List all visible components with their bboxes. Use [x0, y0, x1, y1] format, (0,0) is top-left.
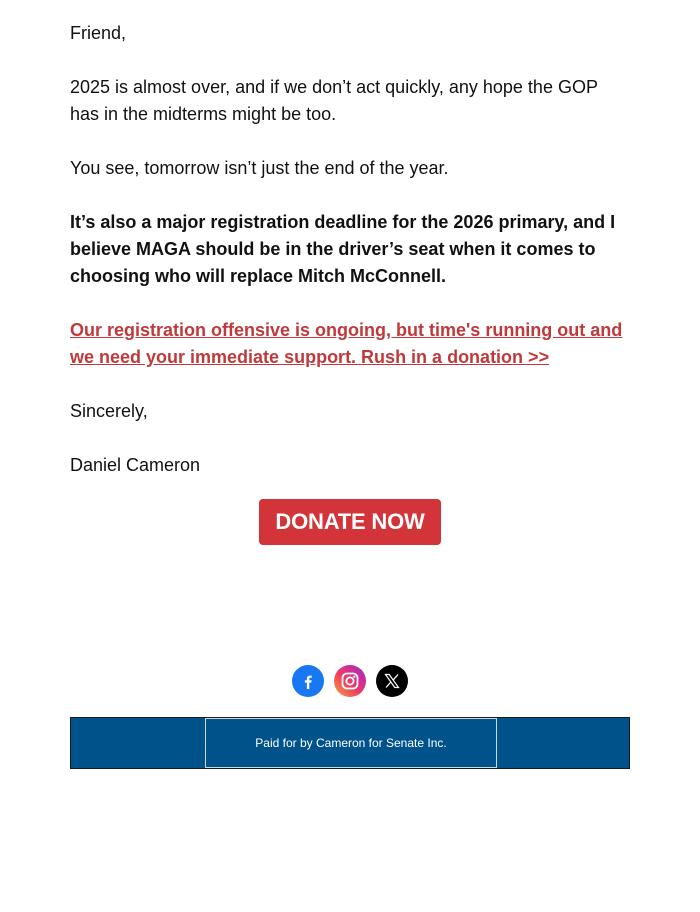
facebook-icon[interactable] — [292, 665, 324, 697]
closing: Sincerely, — [70, 401, 148, 421]
donate-now-button[interactable]: DONATE NOW — [259, 499, 441, 545]
body-paragraph: 2025 is almost over, and if we don’t act quickly, any hope the GOP has in the midterms might be too. — [70, 77, 598, 124]
x-icon[interactable] — [376, 665, 408, 697]
social-links — [0, 665, 700, 697]
email-body — [70, 20, 630, 506]
paid-for-disclaimer: Paid for by Cameron for Senate Inc. — [205, 718, 497, 768]
instagram-icon[interactable] — [334, 665, 366, 697]
body-paragraph: You see, tomorrow isn’t just the end of the year. — [70, 158, 449, 178]
donate-section — [0, 499, 700, 545]
signature: Daniel Cameron — [70, 455, 201, 475]
donation-link[interactable]: Our registration offensive is ongoing, but time's running out and we need your immediate support. Rush in a donation >> — [70, 320, 623, 367]
footer-banner — [70, 717, 630, 769]
bold-paragraph: It’s also a major registration deadline for the 2026 primary, and I believe MAGA should be in the driver’s seat when it comes to choosing who will replace Mitch McConnell. — [70, 212, 616, 286]
greeting: Friend, — [70, 23, 127, 43]
